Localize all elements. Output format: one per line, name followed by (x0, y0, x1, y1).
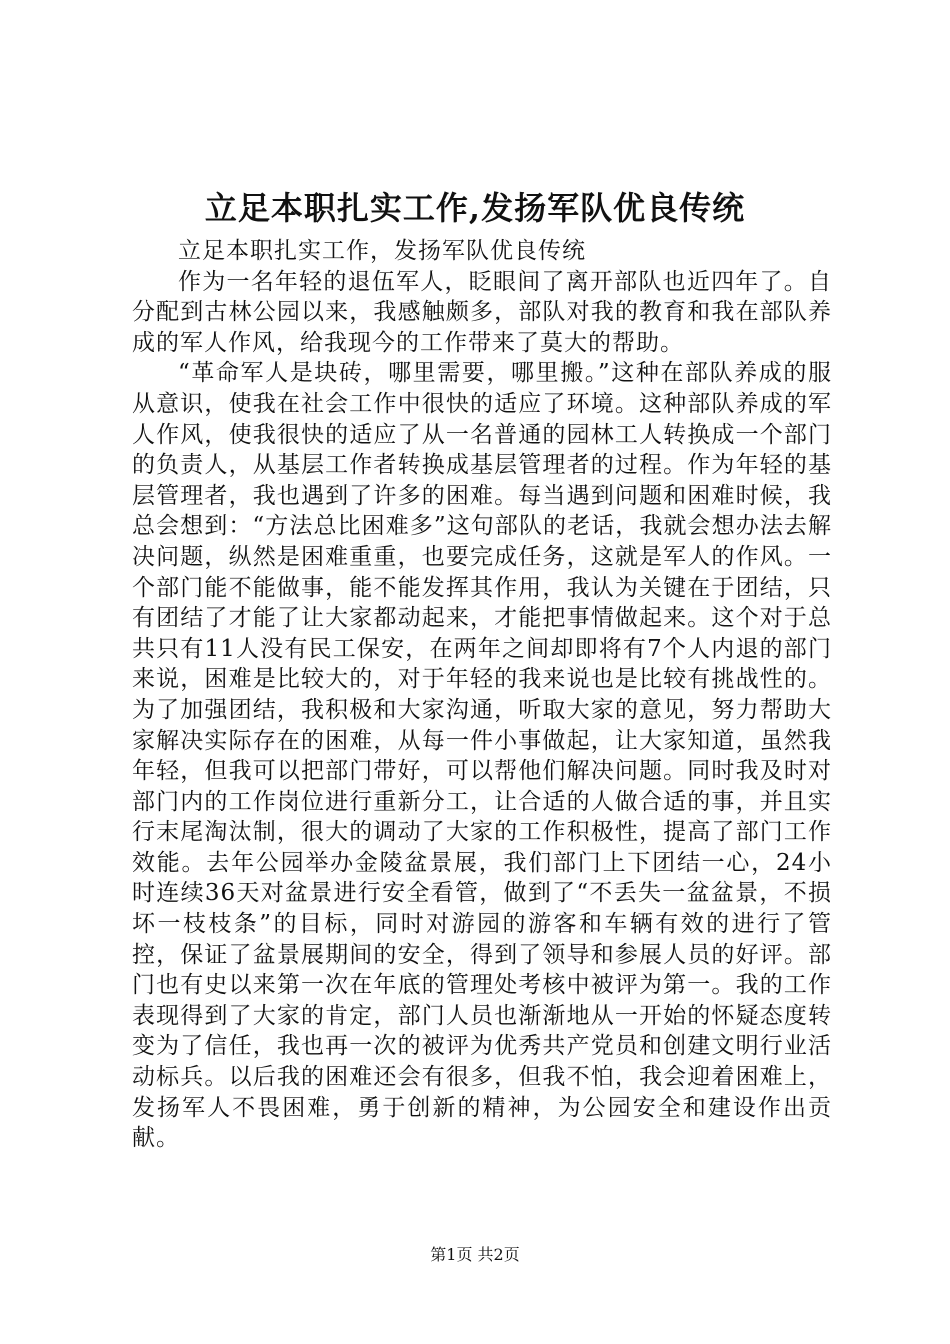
document-title: 立足本职扎实工作,发扬军队优良传统 (204, 189, 746, 227)
body-paragraph-1: 作为一名年轻的退伍军人，眨眼间了离开部队也近四年了。自分配到古林公园以来，我感触颇多，部队对我的教育和我在部队养成的军人作风，给我现今的工作带来了莫大的帮助。 (132, 268, 832, 356)
document-body (132, 236, 832, 1154)
page-footer: 第1页 共2页 (430, 1245, 520, 1264)
subtitle-paragraph: 立足本职扎实工作，发扬军队优良传统 (178, 238, 586, 264)
body-paragraph-2: “革命军人是块砖，哪里需要，哪里搬。”这种在部队养成的服从意识，使我在社会工作中很快的适应了环境。这种部队养成的军人作风，使我很快的适应了从一名普通的园林工人转换成一个部门的负责人，从基层工作者转换成基层管理者的过程。作为年轻的基层管理者，我也遇到了许多的困难。每当遇到问题和困难时候，我总会想到：“方法总比困难多”这句部队的老话，我就会想办法去解决问题，纵然是困难重重，也要完成任务，这就是军人的作风。一个部门能不能做事，能不能发挥其作用，我认为关键在于团结，只有团结了才能了让大家都动起来，才能把事情做起来。这个对于总共只有11人没有民工保安，在两年之间却即将有7个人内退的部门来说，困难是比较大的，对于年轻的我来说也是比较有挑战性的。为了加强团结，我积极和大家沟通，听取大家的意见，努力帮助大家解决实际存在的困难，从每一件小事做起，让大家知道，虽然我年轻，但我可以把部门带好，可以帮他们解决问题。同时我及时对部门内的工作岗位进行重新分工，让合适的人做合适的事，并且实行末尾淘汰制，很大的调动了大家的工作积极性，提高了部门工作效能。去年公园举办金陵盆景展，我们部门上下团结一心，24小时连续36天对盆景进行安全看管，做到了“不丢失一盆盆景，不损坏一枝枝条”的目标，同时对游园的游客和车辆有效的进行了管控，保证了盆景展期间的安全，得到了领导和参展人员的好评。部门也有史以来第一次在年底的管理处考核中被评为第一。我的工作表现得到了大家的肯定，部门人员也渐渐地从一开始的怀疑态度转变为了信任，我也再一次的被评为优秀共产党员和创建文明行业活动标兵。以后我的困难还会有很多，但我不怕，我会迎着困难上，发扬军人不畏困难，勇于创新的精神，为公园安全和建设作出贡献。 (132, 360, 832, 1152)
